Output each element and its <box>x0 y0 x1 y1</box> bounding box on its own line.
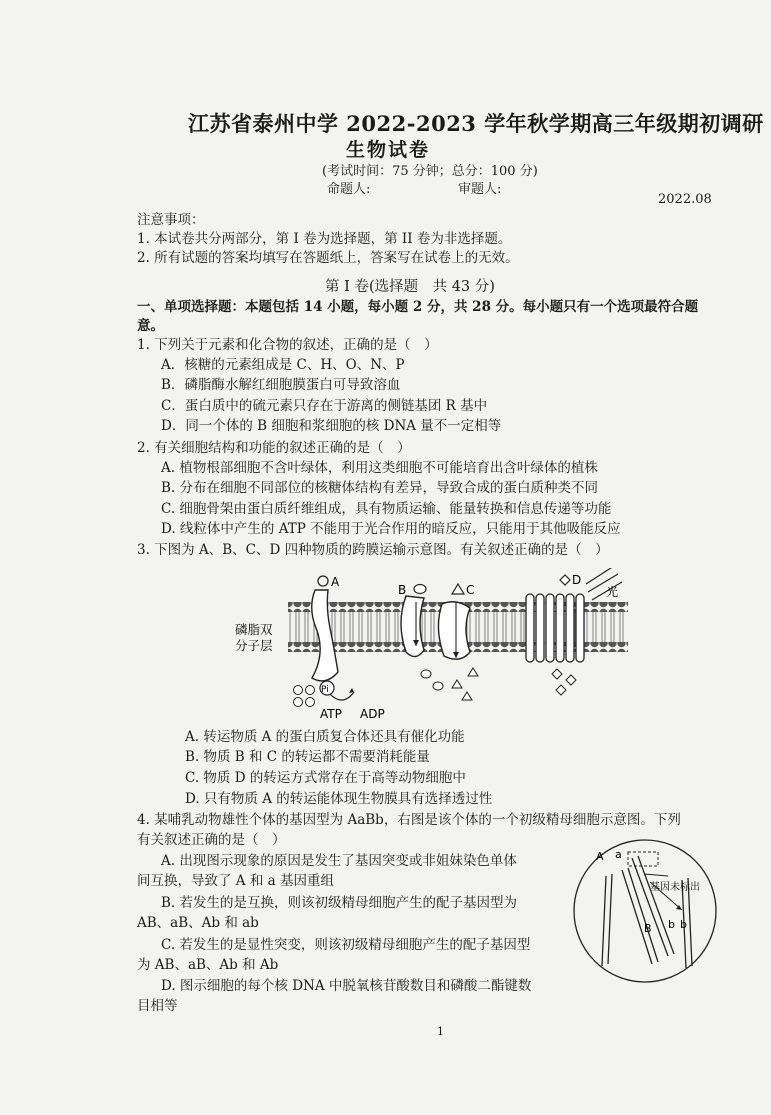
label-b: B <box>398 583 407 597</box>
exam-date: 2022.08 <box>658 192 712 207</box>
question-option: A. 出现图示现象的原因是发生了基因突变或非姐妹染色单体 <box>161 853 517 869</box>
label-a: A <box>331 575 340 589</box>
label-light: 光 <box>606 585 619 599</box>
section-title: 第 I 卷(选择题 共 43 分) <box>325 279 495 295</box>
question-option: B．磷脂酶水解红细胞膜蛋白可导致溶血 <box>161 377 401 393</box>
question-option: AB、aB、Ab 和 ab <box>137 915 259 931</box>
exam-info: (考试时间：75 分钟；总分：100 分) <box>322 164 538 179</box>
question-option: C. 若发生的是显性突变，则该初级精母细胞产生的配子基因型 <box>161 937 531 953</box>
setter-label: 命题人: <box>327 182 371 197</box>
section-instruction: 一、单项选择题：本题包括 14 小题，每小题 2 分，共 28 分。每小题只有一个选项最符合题 <box>137 299 699 315</box>
question-option: D．同一个体的 B 细胞和浆细胞的核 DNA 量不一定相等 <box>161 418 502 434</box>
reviewer-label: 审题人: <box>458 182 502 197</box>
gene-label-a-upper: A <box>596 850 604 863</box>
question-stem: 有关叙述正确的是（ ） <box>137 832 286 848</box>
question-option: A. 转运物质 A 的蛋白质复合体还具有催化功能 <box>185 729 465 745</box>
question-option: B. 物质 B 和 C 的转运都不需要消耗能量 <box>185 749 430 765</box>
channel-protein-b <box>401 596 424 657</box>
chromosome <box>602 874 612 966</box>
substance-b-icon <box>414 585 426 594</box>
question-option: D. 线粒体中产生的 ATP 不能用于光合作用的暗反应，只能用于其他吸能反应 <box>161 521 621 537</box>
question-option: C. 细胞骨架由蛋白质纤维组成，具有物质运输、能量转换和信息传递等功能 <box>161 501 612 517</box>
question-option: A．核糖的元素组成是 C、H、O、N、P <box>161 357 405 373</box>
label-adp: ADP <box>360 707 385 721</box>
substance-c-icon <box>452 584 464 594</box>
question-option: B. 分布在细胞不同部位的核糖体结构有差异，导致合成的蛋白质种类不同 <box>161 480 599 496</box>
membrane-label: 磷脂双 <box>235 622 273 637</box>
label-pi: Pi <box>321 685 329 695</box>
label-atp: ATP <box>320 707 342 721</box>
substance-d-icon <box>560 575 570 585</box>
substance-a-icon <box>318 576 328 586</box>
question-option: B. 若发生的是互换，则该初级精母细胞产生的配子基因型为 <box>161 895 518 911</box>
carrier-protein-c <box>438 602 470 659</box>
gene-label-a-lower: a <box>615 848 622 861</box>
question-stem: 3. 下图为 A、B、C、D 四种物质的跨膜运输示意图。有关叙述正确的是（ ） <box>137 542 609 558</box>
label-c: C <box>466 583 475 597</box>
question-stem: 4. 某哺乳动物雄性个体的基因型为 AaBb，右图是该个体的一个初级精母细胞示意图。下列 <box>137 812 681 828</box>
notice-item: 2. 所有试题的答案均填写在答题纸上，答案写在试卷上的无效。 <box>137 250 519 266</box>
label-d: D <box>572 573 582 587</box>
question-stem: 2. 有关细胞结构和功能的叙述正确的是（ ） <box>137 440 411 456</box>
question-option: 间互换，导致了 A 和 a 基因重组 <box>137 873 334 889</box>
gene-label-b-lower: b <box>680 918 687 931</box>
page-number: 1 <box>437 1025 444 1038</box>
exam-title: 江苏省泰州中学 2022-2023 学年秋学期高三年级期初调研 <box>188 111 764 136</box>
subject-title: 生物试卷 <box>346 139 431 161</box>
gene-label-b-upper: B <box>644 922 652 935</box>
question-option: 为 AB、aB、Ab 和 Ab <box>137 957 279 973</box>
gene-label-b-lower: b <box>668 918 675 931</box>
notice-heading: 注意事项： <box>137 212 205 228</box>
notice-item: 1. 本试卷共分两部分，第 I 卷为选择题，第 II 卷为非选择题。 <box>137 231 512 247</box>
question-option: D. 只有物质 A 的转运能体现生物膜具有选择透过性 <box>185 791 493 807</box>
question-option: D. 图示细胞的每个核 DNA 中脱氧核苷酸数目和磷酸二酯键数 <box>161 978 532 994</box>
question-option: C．蛋白质中的硫元素只存在于游离的侧链基团 R 基中 <box>161 398 488 414</box>
membrane-label: 分子层 <box>235 638 273 653</box>
section-instruction: 意。 <box>137 318 164 334</box>
spermatocyte-figure <box>572 836 722 986</box>
chromosome <box>632 856 674 956</box>
question-option: C. 物质 D 的转运方式常存在于高等动物细胞中 <box>185 770 466 786</box>
figure-note: 基因未标出 <box>650 882 700 893</box>
question-option: 目相等 <box>137 998 178 1014</box>
question-option: A. 植物根部细胞不含叶绿体，利用这类细胞不可能培育出含叶绿体的植株 <box>161 460 598 476</box>
membrane-transport-figure <box>230 568 640 728</box>
question-stem: 1. 下列关于元素和化合物的叙述，正确的是（ ） <box>137 337 438 353</box>
